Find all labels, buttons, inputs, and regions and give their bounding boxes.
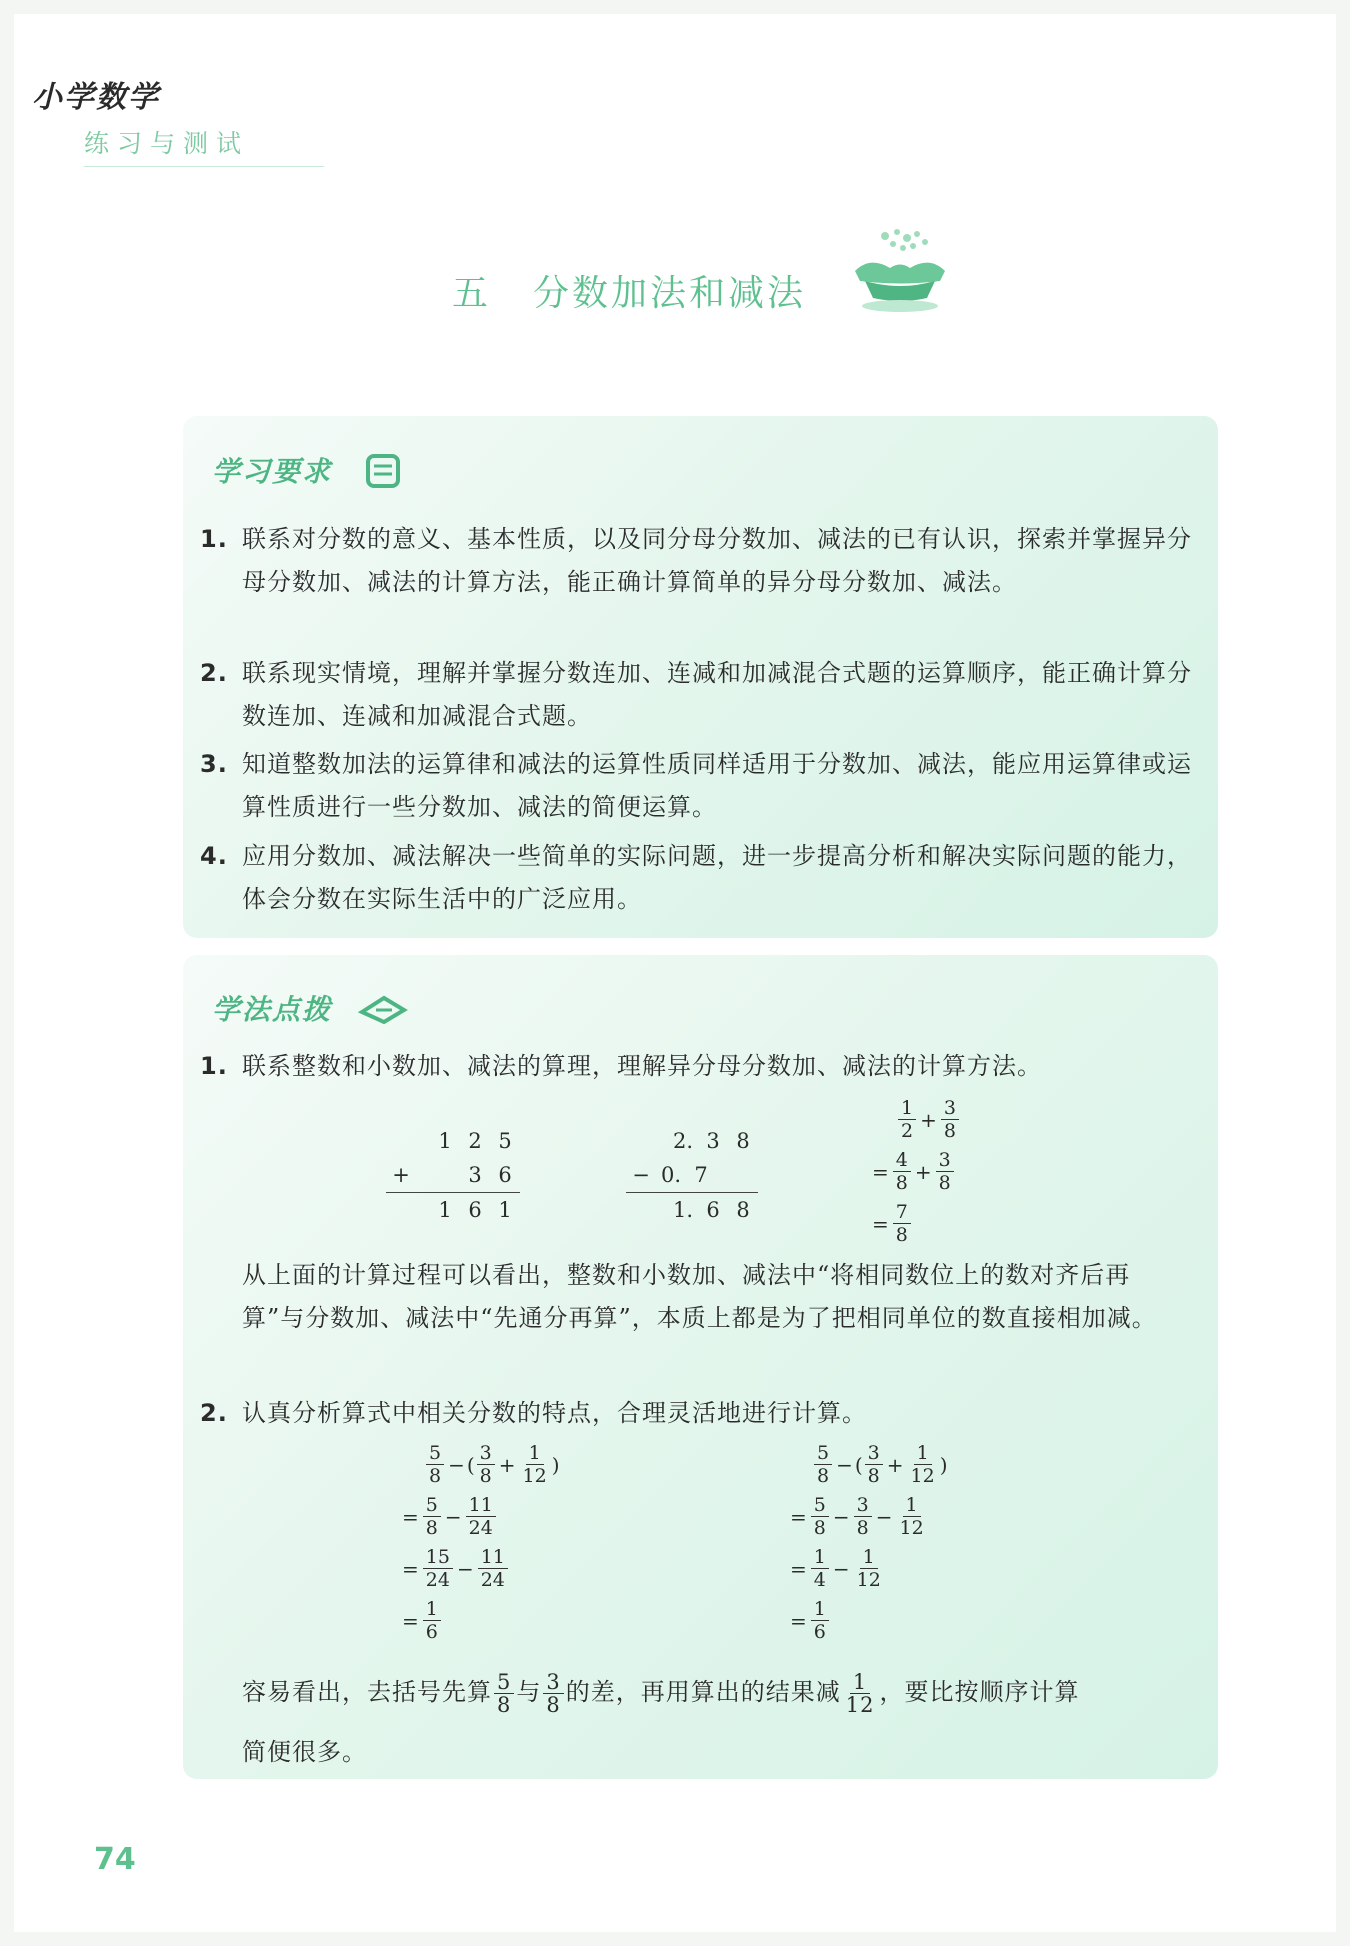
integer-addition: 1 2 5 + 3 6 1 6 1 (386, 1124, 520, 1227)
method-b-line-2: = $\frac{5}{8}$ − $\frac{3}{8}$ − $\frac{1}{12}$ (790, 1494, 924, 1539)
learning-tips-title: 学法点拨 (212, 993, 333, 1026)
pencil-icon (358, 990, 410, 1030)
requirement-item-3: 3. 知道整数加法的运算律和减法的运算性质同样适用于分数加、减法，能应用运算律或运算性质进行一些分数加、减法的简便运算。 (200, 750, 1192, 821)
requirement-item-2: 2. 联系现实情境，理解并掌握分数连加、连减和加减混合式题的运算顺序，能正确计算分数连加、连减和加减混合式题。 (200, 659, 1192, 730)
method-a-line-2: = $\frac{5}{8}$ − $\frac{11}{24}$ (400, 1494, 498, 1539)
tip-item-2: 2. 认真分析算式中相关分数的特点，合理灵活地进行计算。 (200, 1399, 867, 1427)
book-title: 小学数学 (32, 80, 160, 115)
requirement-item-1: 1. 联系对分数的意义、基本性质，以及同分母分数加、减法的已有认识，探索并掌握异分母分数加、减法的计算方法，能正确计算简单的异分母分数加、减法。 (200, 525, 1192, 596)
fraction-addition-line-1: $\frac{1}{2}$ + $\frac{3}{8}$ (896, 1097, 961, 1142)
dumpling-illustration-icon (845, 226, 955, 316)
tip-item-1: 1. 联系整数和小数加、减法的算理，理解异分母分数加、减法的计算方法。 (200, 1052, 1042, 1080)
explanation-paragraph-2: 容易看出，去括号先算 $\frac{5}{8}$ 与 $\frac{3}{8}$ 的差，再用算出的结果减 $\frac{1}{12}$ ，要比按顺序计算 简便很多。 (242, 1670, 1080, 1766)
requirement-item-4: 4. 应用分数加、减法解决一些简单的实际问题，进一步提高分析和解决实际问题的能力，体会分数在实际生活中的广泛应用。 (200, 842, 1192, 913)
method-a-line-4: = $\frac{1}{6}$ (400, 1598, 443, 1643)
page-number: 74 (94, 1842, 136, 1877)
explanation-paragraph-1: 从上面的计算过程可以看出，整数和小数加、减法中“将相同数位上的数对齐后再算”与分数加、减法中“先通分再算”，本质上都是为了把相同单位的数直接相加减。 (242, 1261, 1157, 1332)
method-b-line-3: = $\frac{1}{4}$ − $\frac{1}{12}$ (790, 1546, 881, 1591)
notebook-icon (358, 452, 408, 492)
method-a-line-1: $\frac{5}{8}$ − ( $\frac{3}{8}$ + $\frac{1}{12}$ ) (424, 1442, 560, 1487)
method-b-line-1: $\frac{5}{8}$ − ( $\frac{3}{8}$ + $\frac{1}{12}$ ) (812, 1442, 948, 1487)
method-a-line-3: = $\frac{15}{24}$ − $\frac{11}{24}$ (400, 1546, 510, 1591)
chapter-number: 五 (452, 273, 492, 314)
chapter-name: 分数加法和减法 (533, 273, 807, 314)
fraction-addition-line-2: = $\frac{4}{8}$ + $\frac{3}{8}$ (870, 1149, 956, 1194)
book-brand (32, 72, 324, 167)
decimal-subtraction: 2. 3 8 − 0. 7 1. 6 8 (626, 1124, 758, 1227)
book-subtitle: 练习与测试 (84, 124, 324, 167)
learning-requirements-title: 学习要求 (212, 455, 333, 488)
chapter-title (452, 265, 806, 316)
fraction-addition-line-3: = $\frac{7}{8}$ (870, 1201, 913, 1246)
method-b-line-4: = $\frac{1}{6}$ (788, 1598, 831, 1643)
